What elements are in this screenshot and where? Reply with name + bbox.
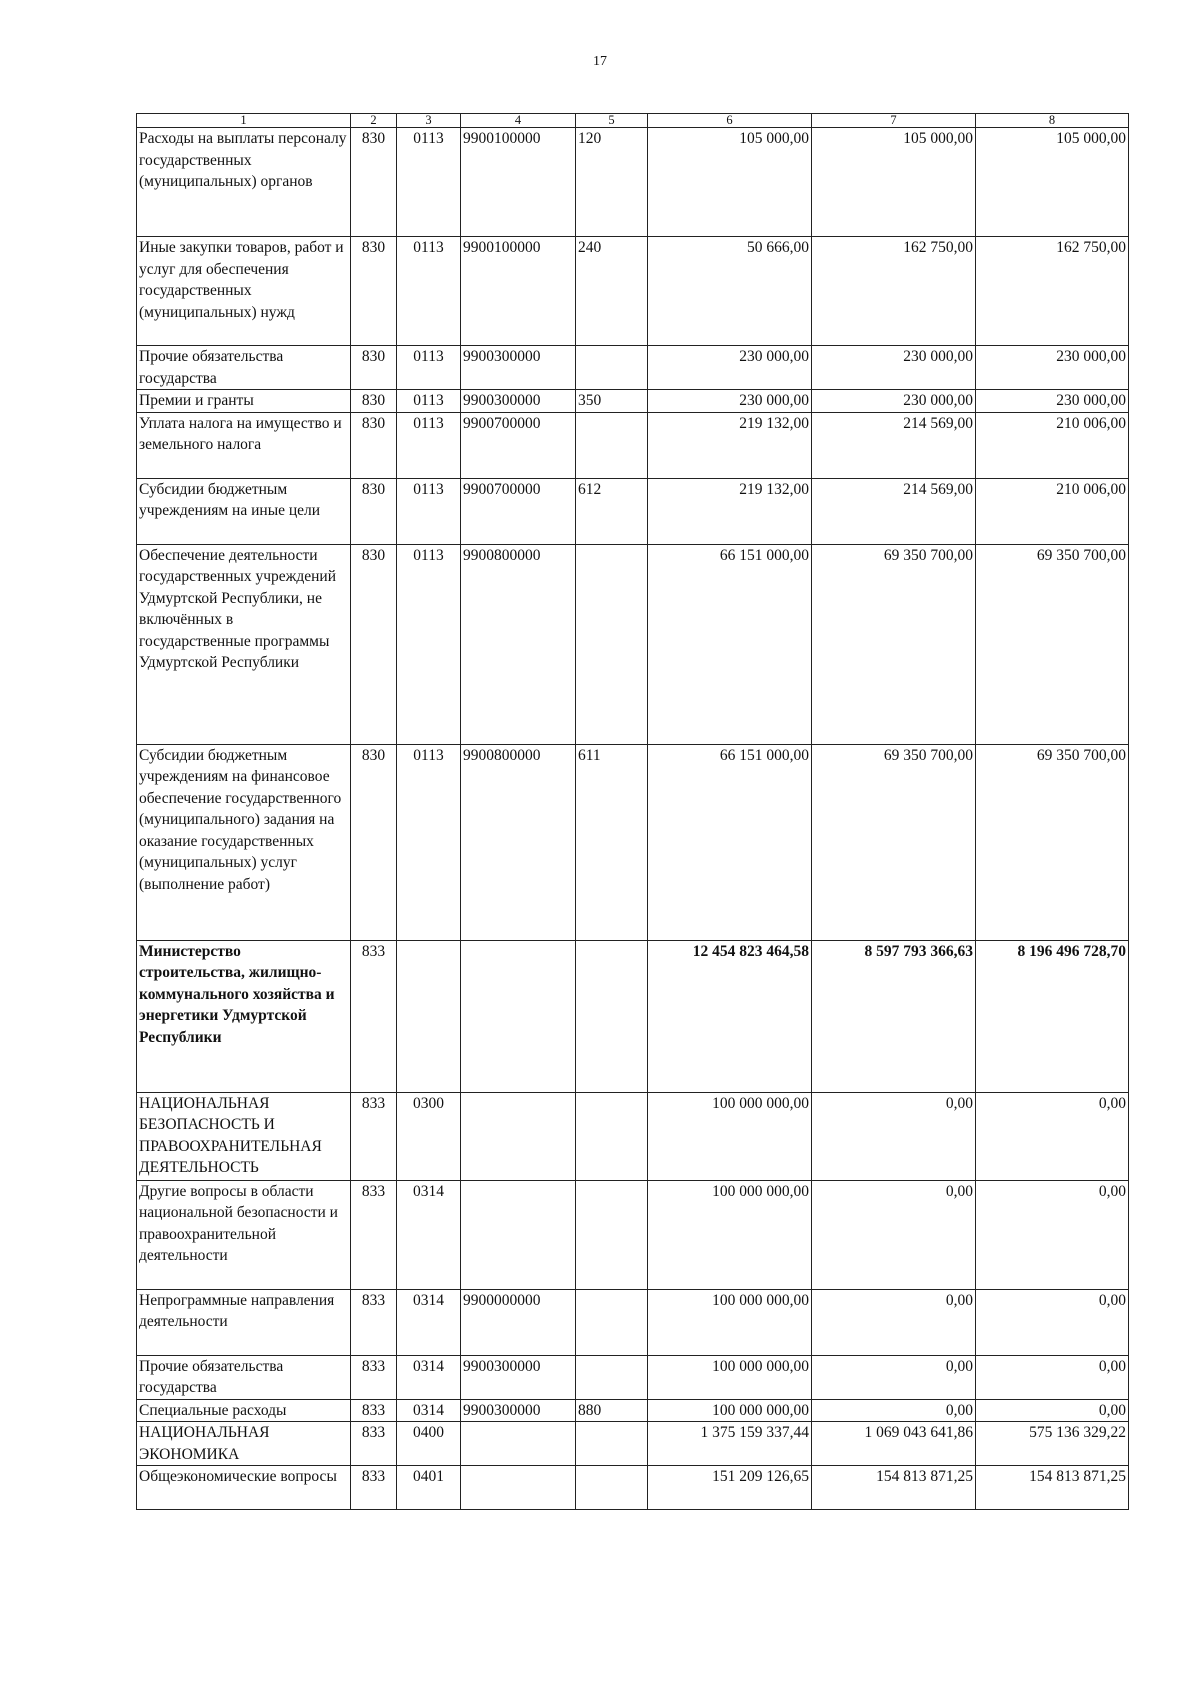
type-code	[576, 1180, 648, 1289]
row-name: НАЦИОНАЛЬНАЯ БЕЗОПАСНОСТЬ И ПРАВООХРАНИТЕЛЬНАЯ ДЕЯТЕЛЬНОСТЬ	[137, 1092, 351, 1180]
amount-year1: 100 000 000,00	[648, 1355, 812, 1399]
target-code: 9900700000	[461, 412, 576, 478]
target-code	[461, 1092, 576, 1180]
amount-year2: 230 000,00	[812, 346, 976, 390]
amount-year2: 0,00	[812, 1180, 976, 1289]
page-number: 17	[593, 54, 607, 69]
amount-year1: 151 209 126,65	[648, 1466, 812, 1510]
grbs-code: 833	[351, 1466, 397, 1510]
row-name: Специальные расходы	[137, 1399, 351, 1422]
amount-year2: 0,00	[812, 1289, 976, 1355]
table-row	[137, 940, 1129, 1092]
grbs-code: 833	[351, 1399, 397, 1422]
row-name: Субсидии бюджетным учреждениям на иные цели	[137, 478, 351, 544]
amount-year2: 0,00	[812, 1092, 976, 1180]
target-code: 9900800000	[461, 744, 576, 940]
amount-year1: 100 000 000,00	[648, 1399, 812, 1422]
target-code	[461, 1422, 576, 1466]
grbs-code: 830	[351, 128, 397, 237]
row-name: Субсидии бюджетным учреждениям на финансовое обеспечение государственного (муниципального) задания на оказание государственных (муниципальных) услуг (выполнение работ)	[137, 744, 351, 940]
table-row	[137, 1180, 1129, 1289]
table-row	[137, 744, 1129, 940]
grbs-code: 833	[351, 1180, 397, 1289]
type-code	[576, 940, 648, 1092]
row-name: Уплата налога на имущество и земельного налога	[137, 412, 351, 478]
amount-year1: 219 132,00	[648, 478, 812, 544]
type-code	[576, 544, 648, 744]
amount-year1: 100 000 000,00	[648, 1180, 812, 1289]
section-code: 0314	[397, 1399, 461, 1422]
type-code: 880	[576, 1399, 648, 1422]
amount-year1: 50 666,00	[648, 237, 812, 346]
amount-year1: 66 151 000,00	[648, 544, 812, 744]
target-code	[461, 940, 576, 1092]
amount-year2: 69 350 700,00	[812, 744, 976, 940]
amount-year3: 210 006,00	[976, 478, 1129, 544]
column-number: 2	[351, 114, 397, 128]
column-number: 3	[397, 114, 461, 128]
amount-year1: 66 151 000,00	[648, 744, 812, 940]
grbs-code: 833	[351, 940, 397, 1092]
type-code: 612	[576, 478, 648, 544]
type-code	[576, 412, 648, 478]
amount-year2: 230 000,00	[812, 390, 976, 413]
section-code: 0113	[397, 412, 461, 478]
grbs-code: 833	[351, 1092, 397, 1180]
section-code: 0113	[397, 128, 461, 237]
row-name: Обеспечение деятельности государственных учреждений Удмуртской Республики, не включённых в государственные программы Удмуртской Республики	[137, 544, 351, 744]
amount-year3: 0,00	[976, 1289, 1129, 1355]
type-code: 240	[576, 237, 648, 346]
grbs-code: 830	[351, 390, 397, 413]
type-code	[576, 346, 648, 390]
target-code: 9900800000	[461, 544, 576, 744]
amount-year3: 230 000,00	[976, 390, 1129, 413]
section-code: 0113	[397, 390, 461, 413]
grbs-code: 833	[351, 1289, 397, 1355]
section-code: 0113	[397, 544, 461, 744]
type-code	[576, 1355, 648, 1399]
amount-year3: 69 350 700,00	[976, 544, 1129, 744]
amount-year3: 0,00	[976, 1399, 1129, 1422]
section-code: 0400	[397, 1422, 461, 1466]
type-code	[576, 1289, 648, 1355]
row-name: Расходы на выплаты персоналу государственных (муниципальных) органов	[137, 128, 351, 237]
table-row	[137, 1092, 1129, 1180]
table-row	[137, 1289, 1129, 1355]
column-number: 7	[812, 114, 976, 128]
column-number: 1	[137, 114, 351, 128]
section-code	[397, 940, 461, 1092]
target-code: 9900700000	[461, 478, 576, 544]
amount-year1: 100 000 000,00	[648, 1289, 812, 1355]
grbs-code: 833	[351, 1422, 397, 1466]
amount-year2: 162 750,00	[812, 237, 976, 346]
amount-year3: 69 350 700,00	[976, 744, 1129, 940]
amount-year3: 210 006,00	[976, 412, 1129, 478]
amount-year3: 162 750,00	[976, 237, 1129, 346]
amount-year3: 8 196 496 728,70	[976, 940, 1129, 1092]
table-row	[137, 1466, 1129, 1510]
target-code: 9900000000	[461, 1289, 576, 1355]
row-name: Непрограммные направления деятельности	[137, 1289, 351, 1355]
table-row	[137, 1355, 1129, 1399]
row-name: Прочие обязательства государства	[137, 1355, 351, 1399]
type-code	[576, 1466, 648, 1510]
table-row	[137, 1422, 1129, 1466]
row-name: Премии и гранты	[137, 390, 351, 413]
type-code	[576, 1092, 648, 1180]
column-number-row	[137, 114, 1129, 128]
column-number: 4	[461, 114, 576, 128]
table-row	[137, 478, 1129, 544]
target-code	[461, 1180, 576, 1289]
row-name: Прочие обязательства государства	[137, 346, 351, 390]
amount-year1: 100 000 000,00	[648, 1092, 812, 1180]
amount-year3: 230 000,00	[976, 346, 1129, 390]
table-row	[137, 544, 1129, 744]
amount-year1: 105 000,00	[648, 128, 812, 237]
section-code: 0314	[397, 1180, 461, 1289]
section-code: 0113	[397, 237, 461, 346]
table-row	[137, 128, 1129, 237]
amount-year3: 0,00	[976, 1180, 1129, 1289]
amount-year3: 575 136 329,22	[976, 1422, 1129, 1466]
target-code: 9900300000	[461, 390, 576, 413]
amount-year2: 8 597 793 366,63	[812, 940, 976, 1092]
row-name: НАЦИОНАЛЬНАЯ ЭКОНОМИКА	[137, 1422, 351, 1466]
amount-year2: 214 569,00	[812, 478, 976, 544]
grbs-code: 830	[351, 544, 397, 744]
type-code: 120	[576, 128, 648, 237]
table-row	[137, 1399, 1129, 1422]
amount-year2: 154 813 871,25	[812, 1466, 976, 1510]
table-row	[137, 412, 1129, 478]
type-code	[576, 1422, 648, 1466]
target-code: 9900100000	[461, 128, 576, 237]
amount-year2: 105 000,00	[812, 128, 976, 237]
grbs-code: 830	[351, 412, 397, 478]
row-name: Общеэкономические вопросы	[137, 1466, 351, 1510]
amount-year2: 214 569,00	[812, 412, 976, 478]
table-row	[137, 346, 1129, 390]
row-name: Другие вопросы в области национальной безопасности и правоохранительной деятельности	[137, 1180, 351, 1289]
target-code	[461, 1466, 576, 1510]
section-code: 0113	[397, 346, 461, 390]
amount-year2: 69 350 700,00	[812, 544, 976, 744]
section-code: 0314	[397, 1289, 461, 1355]
amount-year1: 1 375 159 337,44	[648, 1422, 812, 1466]
amount-year2: 0,00	[812, 1355, 976, 1399]
table-row	[137, 390, 1129, 413]
table-row	[137, 237, 1129, 346]
section-code: 0113	[397, 744, 461, 940]
amount-year3: 0,00	[976, 1092, 1129, 1180]
column-number: 5	[576, 114, 648, 128]
amount-year1: 230 000,00	[648, 346, 812, 390]
target-code: 9900300000	[461, 346, 576, 390]
amount-year2: 0,00	[812, 1399, 976, 1422]
grbs-code: 830	[351, 478, 397, 544]
section-code: 0300	[397, 1092, 461, 1180]
amount-year1: 12 454 823 464,58	[648, 940, 812, 1092]
grbs-code: 830	[351, 346, 397, 390]
amount-year2: 1 069 043 641,86	[812, 1422, 976, 1466]
type-code: 350	[576, 390, 648, 413]
row-name: Иные закупки товаров, работ и услуг для обеспечения государственных (муниципальных) нужд	[137, 237, 351, 346]
column-number: 8	[976, 114, 1129, 128]
row-name: Министерство строительства, жилищно-коммунального хозяйства и энергетики Удмуртской Республики	[137, 940, 351, 1092]
budget-table	[136, 113, 1129, 1510]
column-number: 6	[648, 114, 812, 128]
section-code: 0113	[397, 478, 461, 544]
section-code: 0401	[397, 1466, 461, 1510]
section-code: 0314	[397, 1355, 461, 1399]
target-code: 9900100000	[461, 237, 576, 346]
amount-year3: 0,00	[976, 1355, 1129, 1399]
amount-year1: 230 000,00	[648, 390, 812, 413]
target-code: 9900300000	[461, 1355, 576, 1399]
amount-year3: 154 813 871,25	[976, 1466, 1129, 1510]
grbs-code: 833	[351, 1355, 397, 1399]
type-code: 611	[576, 744, 648, 940]
amount-year3: 105 000,00	[976, 128, 1129, 237]
amount-year1: 219 132,00	[648, 412, 812, 478]
grbs-code: 830	[351, 744, 397, 940]
target-code: 9900300000	[461, 1399, 576, 1422]
grbs-code: 830	[351, 237, 397, 346]
